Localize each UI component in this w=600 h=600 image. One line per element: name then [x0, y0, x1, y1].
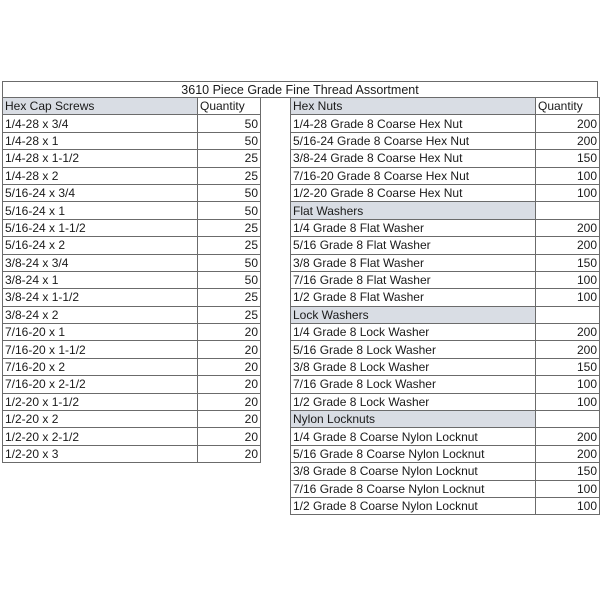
table-row: [3, 150, 261, 167]
item-cell: 5/16-24 x 3/4: [3, 184, 198, 201]
table-row: [291, 445, 600, 462]
item-cell: 5/16 Grade 8 Flat Washer: [291, 237, 536, 254]
quantity-cell: 20: [198, 358, 261, 375]
section-header-empty-cell: [536, 306, 600, 323]
item-cell: 1/4-28 x 2: [3, 167, 198, 184]
quantity-cell: 50: [198, 132, 261, 149]
item-cell: 1/4-28 x 1: [3, 132, 198, 149]
assortment-title: 3610 Piece Grade Fine Thread Assortment: [2, 81, 598, 98]
quantity-cell: 50: [198, 202, 261, 219]
quantity-cell: 25: [198, 150, 261, 167]
quantity-cell: 20: [198, 376, 261, 393]
quantity-cell: 100: [536, 480, 600, 497]
table-row: [291, 289, 600, 306]
table-header-row: [291, 98, 600, 115]
hex-nuts-table: [290, 97, 600, 515]
quantity-cell: 20: [198, 428, 261, 445]
quantity-cell: 200: [536, 324, 600, 341]
item-cell: 3/8-24 Grade 8 Coarse Hex Nut: [291, 150, 536, 167]
quantity-cell: 200: [536, 219, 600, 236]
item-cell: 3/8-24 x 2: [3, 306, 198, 323]
section-header-row: [291, 306, 600, 323]
quantity-cell: 100: [536, 271, 600, 288]
item-cell: 1/2 Grade 8 Flat Washer: [291, 289, 536, 306]
quantity-cell: 100: [536, 393, 600, 410]
item-cell: 1/2-20 x 3: [3, 445, 198, 462]
item-cell: 7/16-20 x 2-1/2: [3, 376, 198, 393]
table-row: [3, 411, 261, 428]
table-row: [3, 115, 261, 132]
table-row: [291, 324, 600, 341]
section-header-label: Flat Washers: [291, 202, 536, 219]
item-cell: 5/16-24 x 1: [3, 202, 198, 219]
item-cell: 5/16 Grade 8 Lock Washer: [291, 341, 536, 358]
table-row: [291, 132, 600, 149]
table-row: [291, 271, 600, 288]
table-row: [3, 428, 261, 445]
assortment-sheet: [2, 81, 598, 515]
table-row: [291, 184, 600, 201]
item-cell: 1/2-20 x 2-1/2: [3, 428, 198, 445]
table-row: [3, 306, 261, 323]
item-cell: 1/4-28 x 1-1/2: [3, 150, 198, 167]
quantity-cell: 200: [536, 132, 600, 149]
section-header-empty-cell: [536, 411, 600, 428]
quantity-cell: 200: [536, 445, 600, 462]
table-row: [291, 219, 600, 236]
section-header-row: [291, 411, 600, 428]
item-cell: 5/16-24 x 2: [3, 237, 198, 254]
item-cell: 1/4 Grade 8 Flat Washer: [291, 219, 536, 236]
section-header-row: [291, 202, 600, 219]
column-header-item: Hex Nuts: [291, 98, 536, 115]
item-cell: 1/4 Grade 8 Lock Washer: [291, 324, 536, 341]
item-cell: 3/8-24 x 1-1/2: [3, 289, 198, 306]
table-row: [3, 219, 261, 236]
tables-container: [2, 98, 598, 515]
section-header-label: Nylon Locknuts: [291, 411, 536, 428]
quantity-cell: 50: [198, 184, 261, 201]
quantity-cell: 50: [198, 271, 261, 288]
table-row: [291, 341, 600, 358]
quantity-cell: 50: [198, 115, 261, 132]
item-cell: 3/8 Grade 8 Flat Washer: [291, 254, 536, 271]
item-cell: 7/16-20 Grade 8 Coarse Hex Nut: [291, 167, 536, 184]
item-cell: 3/8 Grade 8 Lock Washer: [291, 358, 536, 375]
table-row: [291, 428, 600, 445]
quantity-cell: 25: [198, 237, 261, 254]
hex-cap-screws-table: [2, 97, 261, 463]
column-header-quantity: Quantity: [198, 98, 261, 115]
table-row: [291, 376, 600, 393]
item-cell: 1/4 Grade 8 Coarse Nylon Locknut: [291, 428, 536, 445]
quantity-cell: 25: [198, 289, 261, 306]
item-cell: 1/4-28 x 3/4: [3, 115, 198, 132]
table-row: [3, 254, 261, 271]
item-cell: 7/16-20 x 1: [3, 324, 198, 341]
column-header-item: Hex Cap Screws: [3, 98, 198, 115]
table-row: [291, 167, 600, 184]
item-cell: 7/16-20 x 1-1/2: [3, 341, 198, 358]
quantity-cell: 20: [198, 411, 261, 428]
item-cell: 5/16 Grade 8 Coarse Nylon Locknut: [291, 445, 536, 462]
table-row: [291, 480, 600, 497]
table-row: [3, 184, 261, 201]
quantity-cell: 100: [536, 289, 600, 306]
quantity-cell: 150: [536, 150, 600, 167]
table-row: [3, 271, 261, 288]
item-cell: 7/16 Grade 8 Flat Washer: [291, 271, 536, 288]
quantity-cell: 20: [198, 445, 261, 462]
item-cell: 1/2-20 Grade 8 Coarse Hex Nut: [291, 184, 536, 201]
quantity-cell: 50: [198, 254, 261, 271]
table-row: [3, 202, 261, 219]
table-row: [3, 132, 261, 149]
quantity-cell: 100: [536, 184, 600, 201]
table-row: [291, 254, 600, 271]
item-cell: 1/4-28 Grade 8 Coarse Hex Nut: [291, 115, 536, 132]
quantity-cell: 200: [536, 428, 600, 445]
column-header-quantity: Quantity: [536, 98, 600, 115]
table-header-row: [3, 98, 261, 115]
table-row: [291, 358, 600, 375]
quantity-cell: 200: [536, 237, 600, 254]
table-row: [3, 289, 261, 306]
quantity-cell: 150: [536, 358, 600, 375]
quantity-cell: 25: [198, 219, 261, 236]
item-cell: 7/16 Grade 8 Coarse Nylon Locknut: [291, 480, 536, 497]
table-row: [291, 463, 600, 480]
quantity-cell: 200: [536, 115, 600, 132]
table-row: [3, 237, 261, 254]
table-row: [291, 150, 600, 167]
item-cell: 1/2 Grade 8 Lock Washer: [291, 393, 536, 410]
table-row: [291, 393, 600, 410]
quantity-cell: 20: [198, 393, 261, 410]
table-row: [3, 376, 261, 393]
table-row: [291, 237, 600, 254]
quantity-cell: 200: [536, 341, 600, 358]
item-cell: 1/2-20 x 1-1/2: [3, 393, 198, 410]
quantity-cell: 25: [198, 167, 261, 184]
table-row: [3, 393, 261, 410]
quantity-cell: 100: [536, 376, 600, 393]
quantity-cell: 25: [198, 306, 261, 323]
item-cell: 5/16-24 x 1-1/2: [3, 219, 198, 236]
table-row: [3, 167, 261, 184]
section-header-empty-cell: [536, 202, 600, 219]
quantity-cell: 100: [536, 167, 600, 184]
quantity-cell: 20: [198, 341, 261, 358]
table-row: [291, 497, 600, 514]
quantity-cell: 100: [536, 497, 600, 514]
item-cell: 3/8-24 x 1: [3, 271, 198, 288]
quantity-cell: 20: [198, 324, 261, 341]
item-cell: 1/2 Grade 8 Coarse Nylon Locknut: [291, 497, 536, 514]
table-row: [3, 324, 261, 341]
item-cell: 1/2-20 x 2: [3, 411, 198, 428]
quantity-cell: 150: [536, 463, 600, 480]
table-row: [3, 445, 261, 462]
section-header-label: Lock Washers: [291, 306, 536, 323]
item-cell: 3/8-24 x 3/4: [3, 254, 198, 271]
item-cell: 3/8 Grade 8 Coarse Nylon Locknut: [291, 463, 536, 480]
item-cell: 7/16-20 x 2: [3, 358, 198, 375]
table-row: [3, 341, 261, 358]
table-row: [3, 358, 261, 375]
item-cell: 7/16 Grade 8 Lock Washer: [291, 376, 536, 393]
item-cell: 5/16-24 Grade 8 Coarse Hex Nut: [291, 132, 536, 149]
table-row: [291, 115, 600, 132]
quantity-cell: 150: [536, 254, 600, 271]
